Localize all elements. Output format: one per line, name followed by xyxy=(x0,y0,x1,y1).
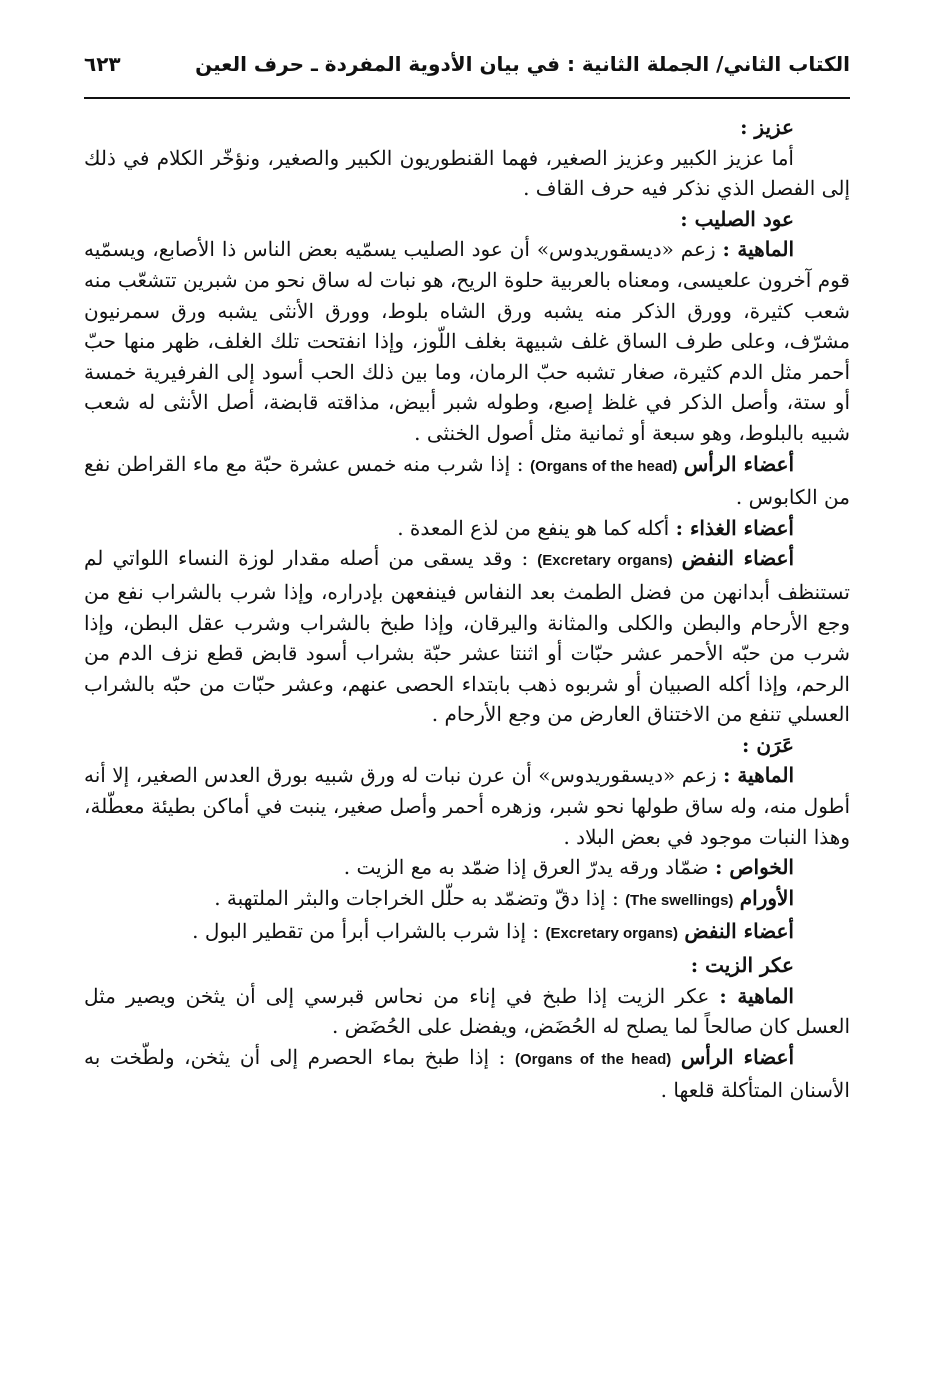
paragraph-text: عكر الزيت إذا طبخ في إناء من نحاس قبرسي إلى أن يثخن ويصير مثل العسل كان صالحاً لما يصلح له الحُضَض، ويفضل على الحُضَض . xyxy=(84,983,850,1039)
running-title: الكتاب الثاني/ الجملة الثانية : في بيان الأدوية المفردة ـ حرف العين xyxy=(195,52,850,76)
paragraph-label: أعضاء الغذاء : xyxy=(675,515,794,540)
paragraph-text: : إذا شرب منه خمس عشرة حبّة مع ماء القراطن نفع من الكابوس . xyxy=(84,451,850,510)
entry-heading: عَرَن : xyxy=(741,732,794,757)
paragraph-label: الأورام xyxy=(739,885,794,910)
paragraph xyxy=(84,234,850,448)
paragraph-text: : وقد يسقى من أصله مقدار لوزة النساء اللواتي لم تستنظف أبدانهن من فضل الطمث بعد النفاس فينفعهن بإدراره، وإذا شرب بالشراب نفع من وجع الأرحام والبطن والكلى والمثانة واليرقان، وإذا طبخ بالشراب وشرب عقل البطن، وإذا شرب من حبّه الأحمر عشر حبّات أو اثنتا عشر حبّة بشراب أسود قابض قطع نزف الدم من الرحم، وإذا أكله الصبيان أو شربوه ذهب بابتداء الحصى عنهم، وعشر حبّات من حبّه بالشراب العسلي تنفع من الاختناق العارض من وجع الأرحام . xyxy=(84,546,850,727)
paragraph-label: أعضاء النفض xyxy=(684,919,794,944)
english-gloss: (Organs of the head) xyxy=(514,1050,672,1068)
paragraph-text: أما عزيز الكبير وعزيز الصغير، فهما القنطوريون الكبير والصغير، ونؤخّر الكلام في ذلك إلى الفصل الذي نذكر فيه حرف القاف . xyxy=(84,145,850,201)
paragraph-label: الماهية : xyxy=(722,237,795,262)
paragraph-label: الماهية : xyxy=(719,983,794,1008)
paragraph-text: زعم «ديسقوريدوس» أن عرن نبات له ورق شبيه بورق العدس الصغير، إلا أنه أطول منه، وله ساق طولها نحو شبر، وزهره أحمر وأصل صغير، ينبت في أماكن بطيئة معطّلة، وهذا النبات موجود في بعض البلاد . xyxy=(84,763,850,849)
paragraph-label: أعضاء النفض xyxy=(681,546,795,571)
paragraph-label: الماهية : xyxy=(723,763,794,788)
paragraph xyxy=(84,852,850,883)
page-number: ٦٢٣ xyxy=(84,52,121,76)
header-rule xyxy=(84,97,850,99)
english-gloss: (Excretary organs) xyxy=(545,925,679,943)
english-gloss: (Organs of the head) xyxy=(530,457,678,475)
english-gloss: (Excretary organs) xyxy=(537,552,673,570)
page-body xyxy=(84,112,850,1106)
paragraph-text: زعم «ديسقوريدوس» أن عود الصليب يسمّيه بعض الناس ذا الأصابع، ويسمّيه قوم آخرون علعيسى، ومعناه بالعربية حلوة الريح، هو نبات له ساق نحو من شبرين تتشعّب منه شعب كثيرة، وورق الذكر منه يشبه ورق الشاه بلوط، وورق الأنثى يشبه ورق سمرنيون مشرّف، وعلى طرف الساق غلف شبيهة بغلف اللّوز، وإذا انفتحت تلك الغلف، ظهر منها حبّ أحمر مثل الدم كثيرة، صغار تشبه حبّ الرمان، وما بين ذلك الحب أسود إلى الفرفيرية خمسة أو ستة، وأصل الذكر في غلظ إصبع، وطوله شبر أبيض، مذاقته قابضة، أصل الأنثى له شعب شبيه بالبلوط، وهو سبعة أو ثمانية مثل أصول الخنثى . xyxy=(84,237,850,445)
paragraph-text: ضمّاد ورقه يدرّ العرق إذا ضمّد به مع الزيت . xyxy=(343,855,709,880)
paragraph-text: أكله كما هو ينفع من لذع المعدة . xyxy=(397,515,670,540)
paragraph-label: أعضاء الرأس xyxy=(680,1044,795,1069)
entry-heading: عزيز : xyxy=(740,115,794,139)
paragraph-label: أعضاء الرأس xyxy=(683,451,794,476)
entry-heading: عكر الزيت : xyxy=(690,953,794,978)
paragraph xyxy=(84,513,850,544)
running-header xyxy=(84,52,850,92)
paragraph xyxy=(84,760,850,852)
english-gloss: (The swellings) xyxy=(625,891,734,909)
entry-heading: عود الصليب : xyxy=(680,206,794,231)
paragraph-text: : إذا طبخ بماء الحصرم إلى أن يثخن، ولطّخت به الأسنان المتأكلة قلعها . xyxy=(84,1044,850,1103)
paragraph xyxy=(84,883,850,917)
paragraph-text: : إذا شرب بالشراب أبرأ من تقطير البول . xyxy=(192,919,540,944)
paragraph xyxy=(84,449,850,513)
paragraph-text: : إذا دقّ وتضمّد به حلّل الخراجات والبثر الملتهبة . xyxy=(214,885,619,910)
paragraph-label: الخواص : xyxy=(715,855,794,880)
paragraph xyxy=(84,143,850,204)
paragraph xyxy=(84,981,850,1042)
paragraph xyxy=(84,916,850,950)
paragraph xyxy=(84,543,850,730)
paragraph xyxy=(84,1042,850,1106)
